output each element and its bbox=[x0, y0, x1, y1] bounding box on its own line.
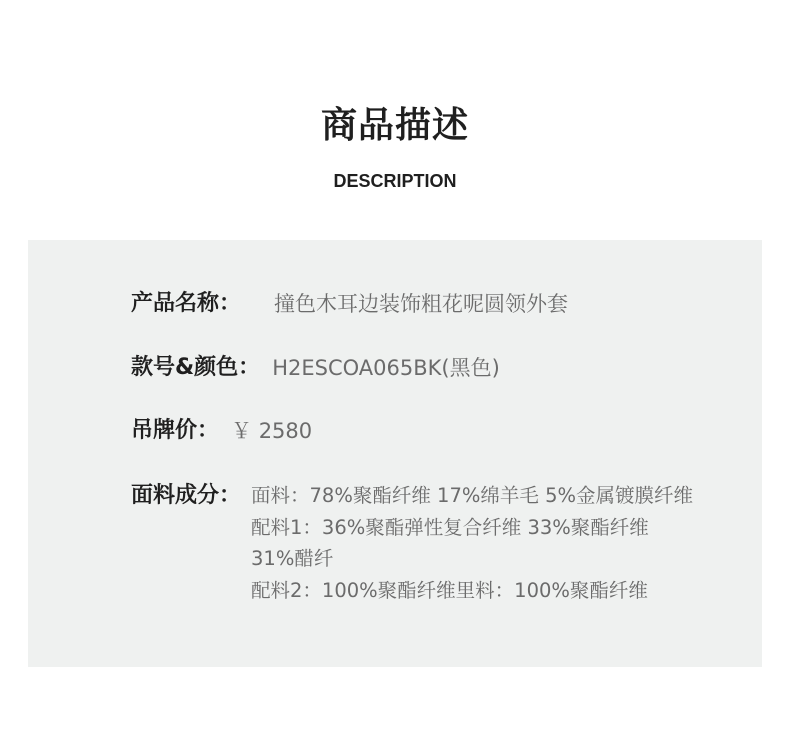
price-row bbox=[131, 415, 312, 447]
material-lines bbox=[251, 480, 693, 606]
material-label: 面料成分： bbox=[131, 483, 242, 508]
material-line-trim1: 配料1：36%聚酯弹性复合纤维 33%聚酯纤维 bbox=[251, 515, 649, 539]
code-color-value: H2ESCOA065BK(黑色) bbox=[272, 356, 500, 380]
page-subtitle: DESCRIPTION bbox=[333, 171, 457, 191]
price-label: 吊牌价： bbox=[131, 418, 220, 443]
material-line-trim1-cont: 31%醋纤 bbox=[251, 547, 334, 570]
product-name-row bbox=[131, 288, 568, 320]
page-title: 商品描述 bbox=[320, 105, 469, 146]
material-line-fabric: 面料：78%聚酯纤维 17%绵羊毛 5%金属镀膜纤维 bbox=[251, 484, 694, 507]
product-name-value: 撞色木耳边装饰粗花呢圆领外套 bbox=[274, 292, 569, 316]
code-color-row bbox=[131, 352, 500, 384]
material-line-trim2: 配料2：100%聚酯纤维里料：100%聚酯纤维 bbox=[251, 578, 648, 602]
product-name-label: 产品名称： bbox=[131, 291, 242, 316]
material-row bbox=[131, 480, 693, 606]
price-value: ￥ 2580 bbox=[231, 419, 313, 443]
code-color-label: 款号&颜色： bbox=[131, 355, 261, 380]
